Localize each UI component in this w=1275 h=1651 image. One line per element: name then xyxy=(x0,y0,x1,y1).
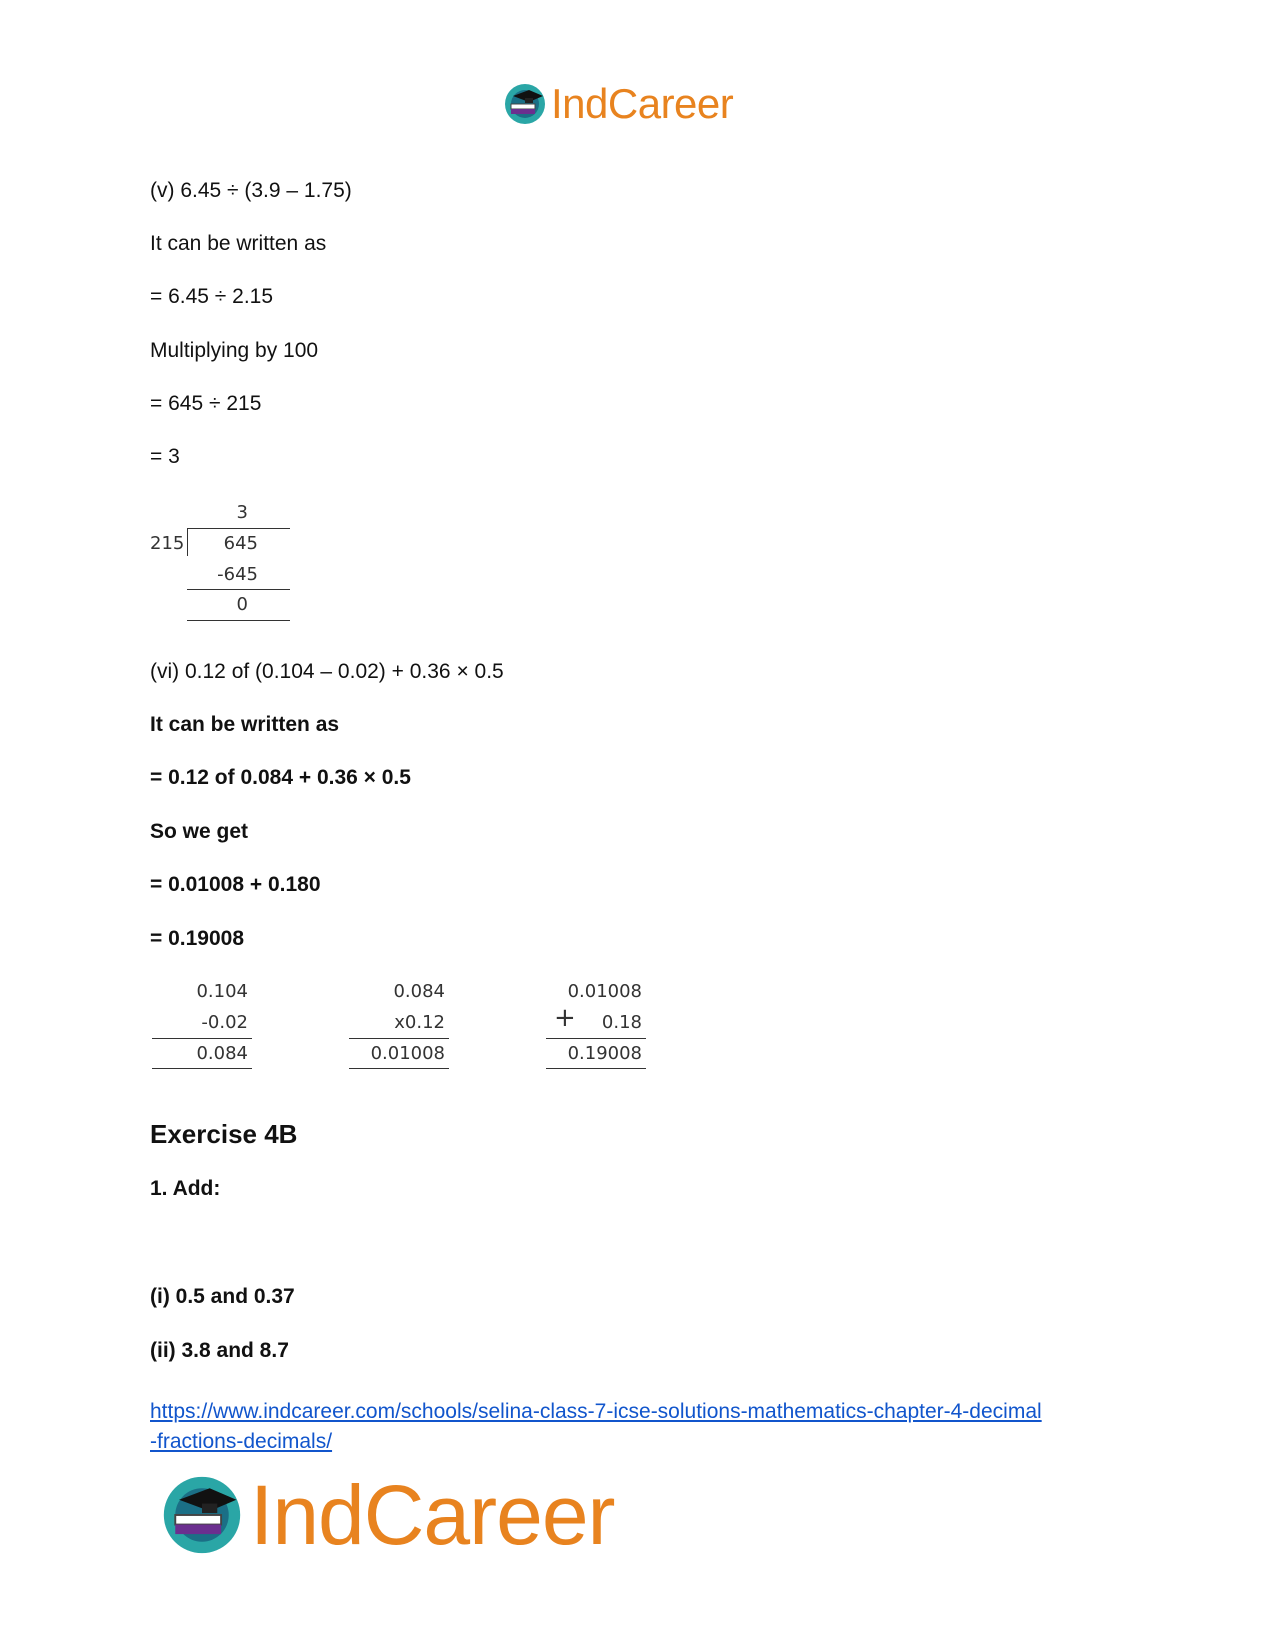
part-vi-question: (vi) 0.12 of (0.104 – 0.02) + 0.36 × 0.5 xyxy=(150,660,504,683)
exercise-question: 1. Add: xyxy=(150,1177,221,1200)
part-v-line-5: = 3 xyxy=(150,445,180,468)
source-link-line-1: https://www.indcareer.com/schools/selina-class-7-icse-solutions-mathematics-chapter-4-decimal xyxy=(150,1400,1042,1423)
part-vi-line-4: = 0.01008 + 0.180 xyxy=(150,873,321,896)
part-v-question: (v) 6.45 ÷ (3.9 – 1.75) xyxy=(150,179,352,202)
exercise-item-1: (i) 0.5 and 0.37 xyxy=(150,1285,295,1308)
calc2-second: x0.12 xyxy=(394,1012,445,1033)
calc2-bottom-rule xyxy=(349,1068,449,1069)
calc1-top: 0.104 xyxy=(196,981,248,1002)
calc2-result: 0.01008 xyxy=(370,1043,445,1064)
calc1-second: -0.02 xyxy=(201,1012,248,1033)
part-v-line-1: It can be written as xyxy=(150,232,327,255)
division-remainder: 0 xyxy=(236,594,248,615)
division-bracket xyxy=(187,528,188,556)
long-division xyxy=(150,498,290,622)
part-vi-line-2: = 0.12 of 0.084 + 0.36 × 0.5 xyxy=(150,766,411,789)
part-v-line-3: Multiplying by 100 xyxy=(150,339,319,362)
part-v-line-4: = 645 ÷ 215 xyxy=(150,392,262,415)
calc1-bottom-rule xyxy=(152,1068,252,1069)
footer-logo xyxy=(160,1470,615,1560)
calc2-top: 0.084 xyxy=(393,981,445,1002)
source-link[interactable] xyxy=(150,1397,1130,1457)
division-dividend: 645 xyxy=(223,533,258,554)
calc3-second: 0.18 xyxy=(601,1012,642,1033)
calc1-result: 0.084 xyxy=(196,1043,248,1064)
calc3-result: 0.19008 xyxy=(567,1043,642,1064)
header-logo xyxy=(503,80,733,128)
division-subtract: -645 xyxy=(217,564,258,585)
exercise-item-2: (ii) 3.8 and 8.7 xyxy=(150,1339,289,1362)
calc3-top: 0.01008 xyxy=(567,981,642,1002)
part-vi-line-1: It can be written as xyxy=(150,713,340,736)
division-quotient: 3 xyxy=(236,502,248,523)
division-divisor: 215 xyxy=(150,533,185,554)
multiplication-calc xyxy=(349,977,449,1069)
calc3-bottom-rule xyxy=(546,1068,646,1069)
source-link-line-2: -fractions-decimals/ xyxy=(150,1430,333,1453)
header-logo-text: IndCareer xyxy=(551,80,734,127)
subtraction-calc xyxy=(152,977,252,1069)
part-v-line-2: = 6.45 ÷ 2.15 xyxy=(150,285,274,308)
part-vi-line-3: So we get xyxy=(150,820,249,843)
division-bottom-rule xyxy=(187,620,290,621)
footer-logo-text: IndCareer xyxy=(250,1468,615,1562)
addition-calc xyxy=(546,977,646,1069)
graduation-book-icon xyxy=(503,82,547,126)
part-vi-line-5: = 0.19008 xyxy=(150,927,245,950)
graduation-book-icon xyxy=(160,1473,244,1557)
exercise-heading: Exercise 4B xyxy=(150,1119,298,1149)
calc3-operator: + xyxy=(554,1003,576,1033)
